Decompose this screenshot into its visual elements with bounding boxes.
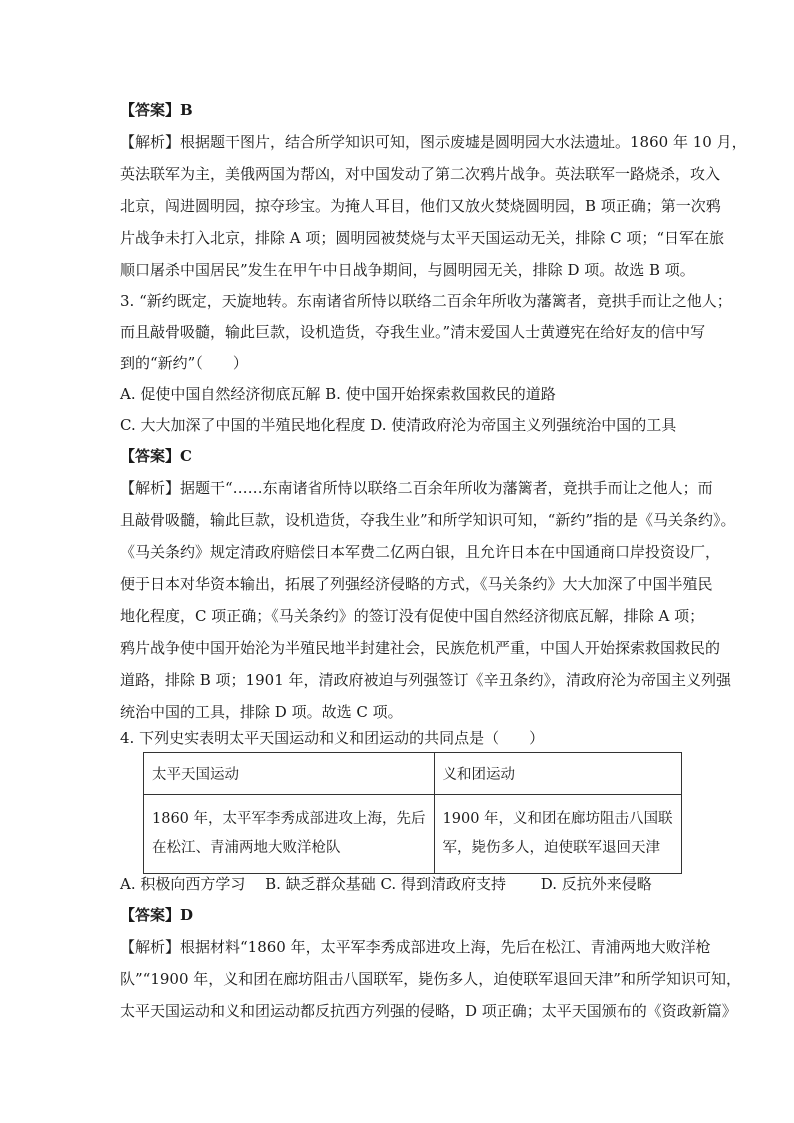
analysis-q2-line-3: 北京，闯进圆明园，掠夺珍宝。为掩人耳目，他们又放火焚烧圆明园，B 项正确；第一次鸦 bbox=[120, 197, 721, 215]
answer-label-q4: 【答案】D bbox=[120, 906, 194, 924]
analysis-q3-line-6: 鸦片战争使中国开始沦为半殖民地半封建社会，民族危机严重，中国人开始探索救国救民的 bbox=[120, 639, 721, 657]
question-3-line-1: 3. “新约既定，天旋地转。东南诸省所恃以联络二百余年所收为藩篱者，竟拱手而让之他人； bbox=[120, 292, 732, 310]
question-3-options-cd: C. 大大加深了中国的半殖民地化程度 D. 使清政府沦为帝国主义列强统治中国的工具 bbox=[120, 416, 677, 434]
analysis-q2-line-4: 片战争未打入北京，排除 A 项；圆明园被焚烧与太平天国运动无关，排除 C 项；“日军在旅 bbox=[120, 229, 725, 247]
analysis-q2-line-5: 顺口屠杀中国居民”发生在甲午中日战争期间，与圆明园无关，排除 D 项。故选 B 项。 bbox=[120, 261, 695, 279]
analysis-q4-line-3: 太平天国运动和义和团运动都反抗西方列强的侵略，D 项正确；太平天国颁布的《资政新篇》 bbox=[120, 1002, 737, 1020]
analysis-q4-line-2: 队”“1900 年，义和团在廊坊阻击八国联军，毙伤多人，迫使联军退回天津”和所学知识可知， bbox=[120, 970, 741, 988]
table-cell-boxer-line-1: 1900 年，义和团在廊坊阻击八国联 bbox=[442, 811, 673, 827]
table-header-boxer: 义和团运动 bbox=[434, 753, 681, 795]
analysis-q3-line-2: 且敲骨吸髓，输此巨款，设机造货，夺我生业”和所学知识可知，“新约”指的是《马关条约》。 bbox=[120, 511, 736, 529]
table-cell-taiping-line-1: 1860 年，太平军李秀成部进攻上海，先后 bbox=[152, 811, 426, 827]
table-header-taiping: 太平天国运动 bbox=[144, 753, 435, 795]
analysis-q3-line-8: 统治中国的工具，排除 D 项。故选 C 项。 bbox=[120, 703, 403, 721]
analysis-q4-line-1: 【解析】根据材料“1860 年，太平军李秀成部进攻上海，先后在松江、青浦两地大败洋枪 bbox=[120, 938, 711, 956]
table-header-row bbox=[144, 753, 682, 795]
analysis-q2-line-1: 【解析】根据题干图片，结合所学知识可知，图示废墟是圆明园大水法遗址。1860 年 10 月， bbox=[120, 133, 747, 151]
question-3-options-ab: A. 促使中国自然经济彻底瓦解 B. 使中国开始探索救国救民的道路 bbox=[120, 385, 556, 403]
question-3-line-2: 而且敲骨吸髓，输此巨款，设机造货，夺我生业。”清末爱国人士黄遵宪在给好友的信中写 bbox=[120, 323, 706, 341]
question-4-options: A. 积极向西方学习 B. 缺乏群众基础 C. 得到清政府支持 D. 反抗外来侵略 bbox=[120, 875, 652, 893]
analysis-q3-line-5: 地化程度，C 项正确；《马关条约》的签订没有促使中国自然经济彻底瓦解，排除 A 项； bbox=[120, 607, 705, 625]
table-row bbox=[144, 795, 682, 874]
analysis-q2-line-2: 英法联军为主，美俄两国为帮凶，对中国发动了第二次鸦片战争。英法联军一路烧杀，攻入 bbox=[120, 165, 721, 183]
question-3-line-3: 到的“新约”（ ） bbox=[120, 354, 248, 372]
answer-label-q2: 【答案】B bbox=[120, 101, 193, 119]
table-cell-boxer-line-2: 军，毙伤多人，迫使联军退回天津 bbox=[442, 840, 661, 856]
analysis-q3-line-3: 《马关条约》规定清政府赔偿日本军费二亿两白银，且允许日本在中国通商口岸投资设厂， bbox=[120, 543, 721, 561]
question-4-table bbox=[143, 752, 682, 874]
table-cell-taiping-line-2: 在松江、青浦两地大败洋枪队 bbox=[152, 840, 341, 856]
analysis-q3-line-7: 道路，排除 B 项；1901 年，清政府被迫与列强签订《辛丑条约》，清政府沦为帝国主义列强 bbox=[120, 671, 732, 689]
analysis-q3-line-4: 便于日本对华资本输出，拓展了列强经济侵略的方式，《马关条约》大大加深了中国半殖民 bbox=[120, 575, 713, 593]
answer-label-q3: 【答案】C bbox=[120, 447, 192, 465]
table-cell-taiping bbox=[144, 795, 435, 874]
table-cell-boxer bbox=[434, 795, 681, 874]
question-4-stem: 4. 下列史实表明太平天国运动和义和团运动的共同点是（ ） bbox=[120, 729, 545, 747]
analysis-q3-line-1: 【解析】据题干“……东南诸省所恃以联络二百余年所收为藩篱者，竟拱手而让之他人；而 bbox=[120, 479, 713, 497]
